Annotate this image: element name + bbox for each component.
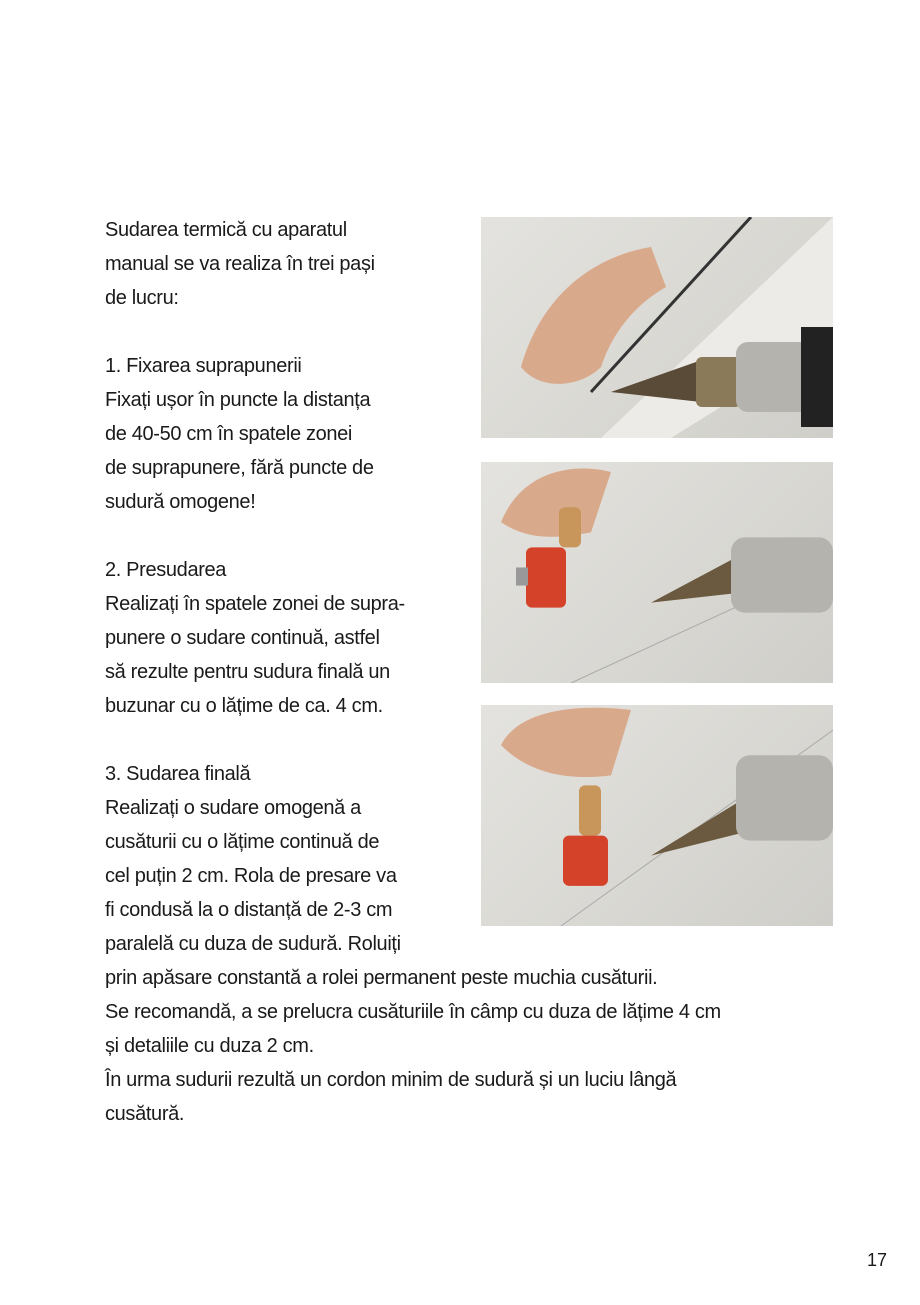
text-line: de lucru: xyxy=(105,287,179,309)
text-line: Fixați ușor în puncte la distanța xyxy=(105,389,371,411)
text-line: Realizați o sudare omogenă a xyxy=(105,797,361,819)
text-line: În urma sudurii rezultă un cordon minim de sudură și un luciu lângă xyxy=(105,1069,677,1091)
text-line: de suprapunere, fără puncte de xyxy=(105,457,374,479)
text-line: cusătură. xyxy=(105,1103,185,1125)
photo-pre-welding xyxy=(481,462,833,683)
text-line: cel puțin 2 cm. Rola de presare va xyxy=(105,865,397,887)
text-line: manual se va realiza în trei pași xyxy=(105,253,375,275)
text-line: punere o sudare continuă, astfel xyxy=(105,627,380,649)
text-line: buzunar cu o lățime de ca. 4 cm. xyxy=(105,695,383,717)
photo-final-welding xyxy=(481,705,833,926)
photo-fixing-overlap xyxy=(481,217,833,438)
text-line: Se recomandă, a se prelucra cusăturiile în câmp cu duza de lățime 4 cm xyxy=(105,1001,721,1023)
text-line: fi condusă la o distanță de 2-3 cm xyxy=(105,899,393,921)
text-line: de 40-50 cm în spatele zonei xyxy=(105,423,353,445)
text-line: prin apăsare constantă a rolei permanent peste muchia cusăturii. xyxy=(105,967,658,989)
page-number: 17 xyxy=(866,1250,887,1270)
step-title: 1. Fixarea suprapunerii xyxy=(105,355,302,377)
text-line: Realizați în spatele zonei de supra- xyxy=(105,593,405,615)
text-line: sudură omogene! xyxy=(105,491,256,513)
step-title: 2. Presudarea xyxy=(105,559,227,581)
step-title: 3. Sudarea finală xyxy=(105,763,251,785)
text-line: cusăturii cu o lățime continuă de xyxy=(105,831,380,853)
text-line: Sudarea termică cu aparatul xyxy=(105,219,347,241)
text-line: și detaliile cu duza 2 cm. xyxy=(105,1035,314,1057)
text-line: paralelă cu duza de sudură. Roluiți xyxy=(105,933,401,955)
text-line: să rezulte pentru sudura finală un xyxy=(105,661,390,683)
